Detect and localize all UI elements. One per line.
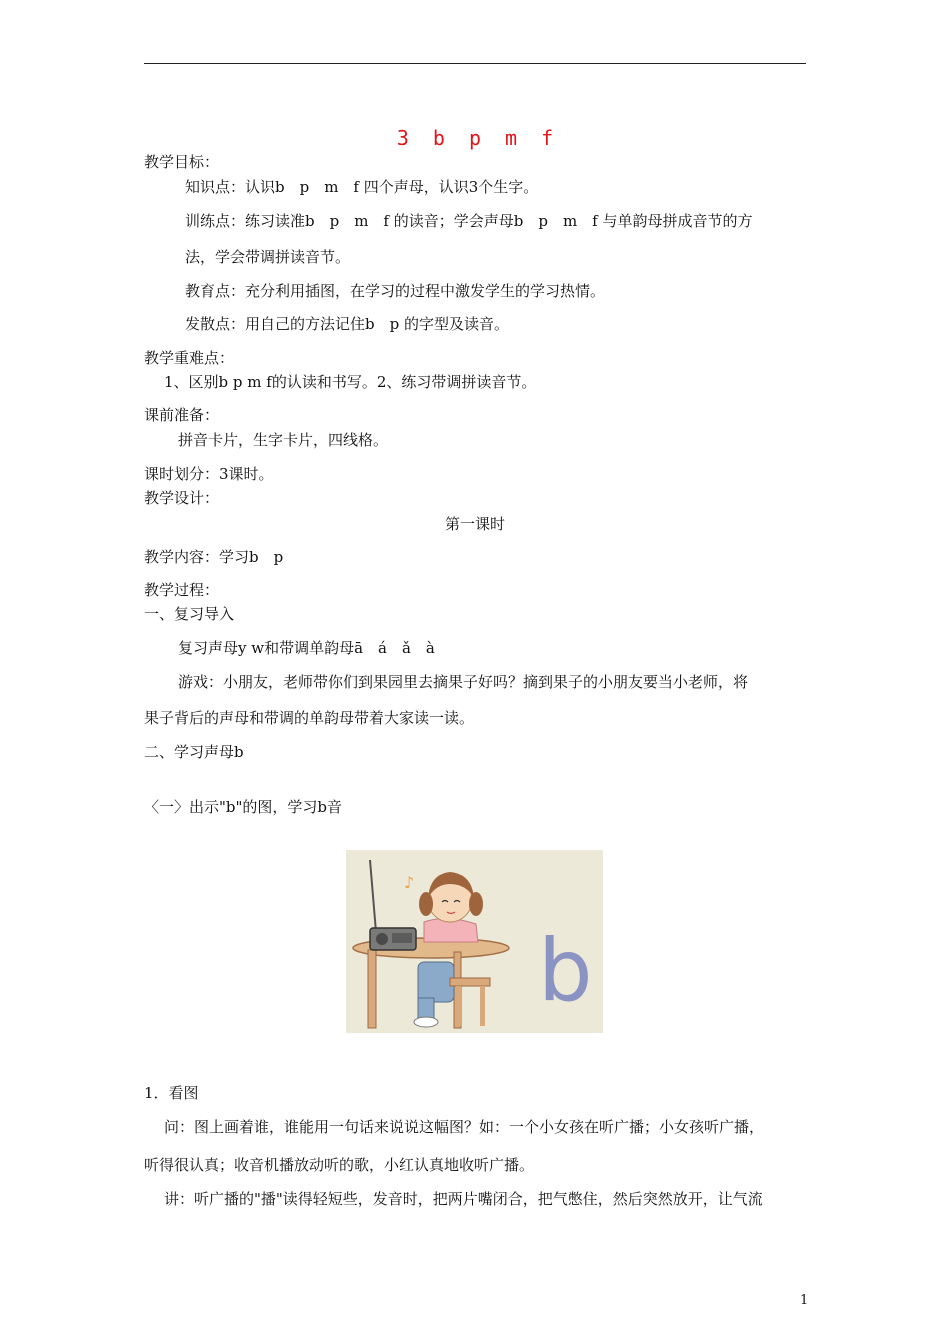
title-number: 3: [396, 126, 409, 150]
objective-divergent: 发散点：用自己的方法记住b p 的字型及读音。: [185, 315, 509, 333]
title-letter-m: m: [505, 126, 518, 150]
page-title: [0, 126, 950, 150]
objective-knowledge: 知识点：认识b p m f 四个声母，认识3个生字。: [185, 178, 539, 196]
subsection-show-b: 〈一〉出示"b"的图，学习b音: [144, 798, 343, 816]
objective-training: 训练点：练习读准b p m f 的读音；学会声母b p m f 与单韵母拼成音节的方: [185, 212, 753, 230]
review-text: 复习声母y w和带调单韵母ā á ǎ à: [178, 639, 435, 657]
title-letter-b: b: [432, 126, 445, 150]
lesson-heading: 第一课时: [444, 515, 505, 533]
question-text: 问：图上画着谁，谁能用一句话来说说这幅图？如：一个小女孩在听广播；小女孩听广播，: [164, 1118, 765, 1136]
section-review: 一、复习导入: [144, 605, 235, 623]
svg-text:♪: ♪: [404, 873, 415, 892]
illustration-letter: b: [538, 921, 593, 1021]
objective-education: 教育点：充分利用插图，在学习的过程中激发学生的学习热情。: [185, 282, 606, 300]
page-number: 1: [800, 1293, 809, 1308]
class-hours: 课时划分：3课时。: [144, 465, 274, 483]
heading-key-points: 教学重难点：: [144, 349, 235, 367]
lesson-content: 教学内容：学习b p: [144, 548, 284, 566]
heading-preparation: 课前准备：: [144, 406, 220, 424]
illustration-svg: [346, 850, 603, 1033]
game-text-cont: 果子背后的声母和带调的单韵母带着大家读一读。: [144, 709, 475, 727]
key-points-text: 1、区别b p m f的认读和书写。2、练习带调拼读音节。: [164, 373, 537, 391]
preparation-text: 拼音卡片，生字卡片，四线格。: [178, 431, 389, 449]
heading-design: 教学设计：: [144, 489, 220, 507]
question-text-cont: 听得很认真；收音机播放动听的歌，小红认真地收听广播。: [144, 1156, 535, 1174]
heading-objectives: 教学目标：: [144, 153, 220, 171]
step-look-picture: 1．看图: [144, 1084, 199, 1102]
title-letter-f: f: [541, 126, 554, 150]
objective-training-cont: 法，学会带调拼读音节。: [185, 248, 351, 266]
section-learn-b: 二、学习声母b: [144, 743, 244, 761]
girl-radio-illustration: [346, 850, 603, 1033]
explain-text: 讲：听广播的"播"读得轻短些，发音时，把两片嘴闭合，把气憋住，然后突然放开，让气流: [164, 1190, 763, 1208]
header-rule: [144, 63, 806, 64]
title-letter-p: p: [468, 126, 482, 150]
heading-process: 教学过程：: [144, 581, 220, 599]
game-text: 游戏：小朋友，老师带你们到果园里去摘果子好吗？摘到果子的小朋友要当小老师，将: [178, 673, 749, 691]
